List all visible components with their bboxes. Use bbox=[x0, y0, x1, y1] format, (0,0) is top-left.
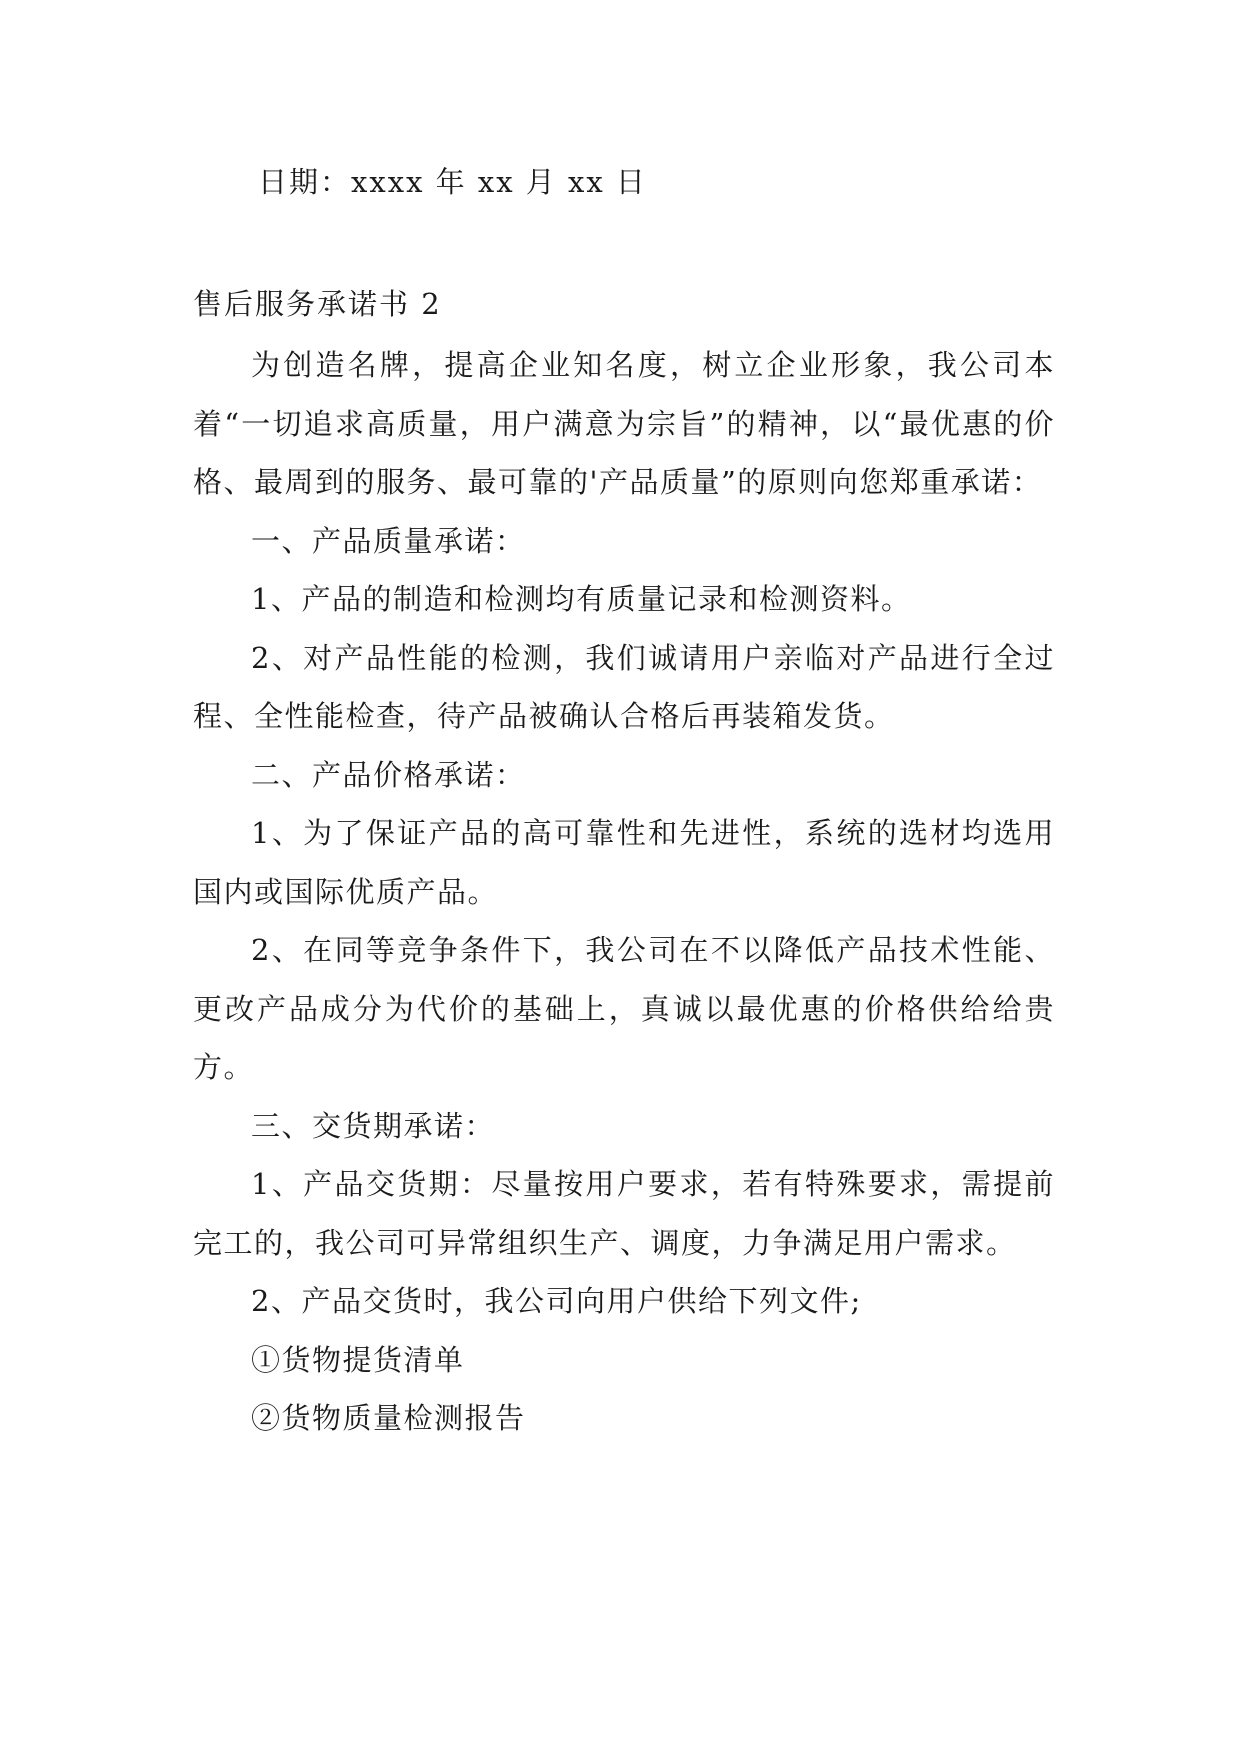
section-heading-quality: 一、产品质量承诺： bbox=[251, 523, 526, 558]
document-list-item-1: ①货物提货清单 bbox=[251, 1342, 465, 1377]
document-list-item-2: ②货物质量检测报告 bbox=[251, 1401, 526, 1435]
price-item-1: 1、为了保证产品的高可靠性和先进性，系统的选材均选用国内或国际优质产品。 bbox=[193, 816, 1055, 909]
section-heading-delivery: 三、交货期承诺： bbox=[251, 1108, 496, 1143]
quality-item-1: 1、产品的制造和检测均有质量记录和检测资料。 bbox=[251, 582, 912, 616]
delivery-item-2: 2、产品交货时，我公司向用户供给下列文件; bbox=[251, 1284, 862, 1318]
document-title: 售后服务承诺书 2 bbox=[193, 287, 442, 321]
section-heading-price: 二、产品价格承诺： bbox=[251, 757, 526, 792]
price-item-2: 2、在同等竞争条件下，我公司在不以降低产品技术性能、更改产品成分为代价的基础上，真诚以最优惠的价格供给给贵方。 bbox=[193, 933, 1055, 1084]
intro-paragraph: 为创造名牌，提高企业知名度，树立企业形象，我公司本着“一切追求高质量，用户满意为宗旨”的精神，以“最优惠的价格、最周到的服务、最可靠的'产品质量”的原则向您郑重承诺： bbox=[193, 348, 1055, 499]
document-body bbox=[193, 336, 1055, 1448]
quality-item-2: 2、对产品性能的检测，我们诚请用户亲临对产品进行全过程、全性能检查，待产品被确认合格后再装箱发货。 bbox=[193, 640, 1055, 733]
delivery-item-1: 1、产品交货期：尽量按用户要求，若有特殊要求，需提前完工的，我公司可异常组织生产、调度，力争满足用户需求。 bbox=[193, 1167, 1055, 1260]
date-line: 日期：xxxx 年 xx 月 xx 日 bbox=[258, 165, 647, 199]
